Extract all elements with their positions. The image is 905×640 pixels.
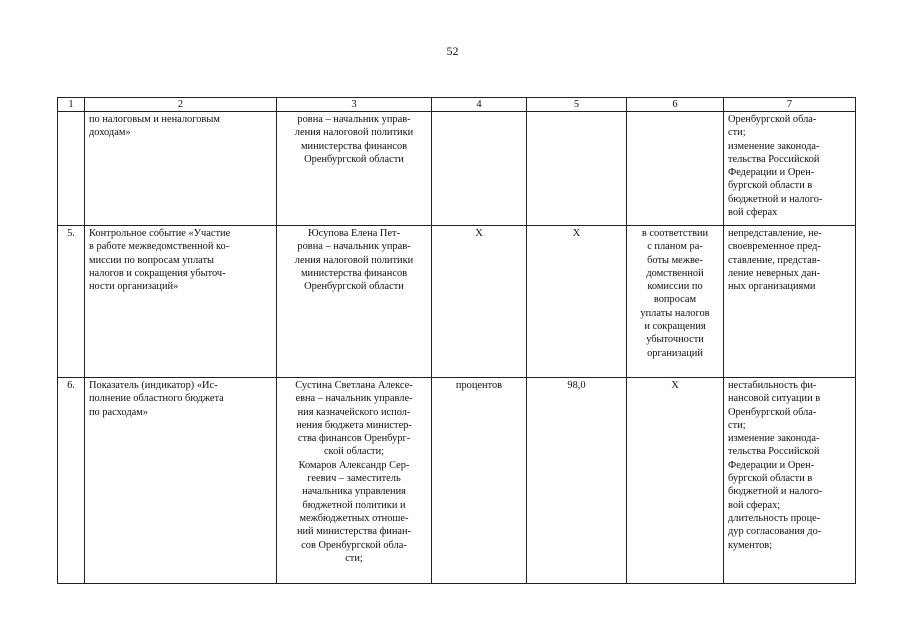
- cell-line: организаций: [647, 347, 703, 359]
- cell-line: длительность проце-: [728, 512, 821, 524]
- cell-line: ния казначейского испол-: [297, 406, 411, 418]
- responsible-cell: [277, 378, 432, 584]
- cell-line: Оренбургской обла-: [728, 114, 817, 125]
- cell-line: бургской области в: [728, 180, 813, 192]
- cell-line: в работе межведомственной ко-: [89, 241, 230, 253]
- cell-line: тельства Российской: [728, 446, 820, 458]
- column-header: 6: [627, 98, 724, 112]
- value-cell: 98,0: [527, 378, 627, 584]
- cell-line: доходам»: [89, 127, 131, 139]
- cell-line: своевременное пред-: [728, 241, 821, 253]
- page-number: 52: [446, 44, 459, 58]
- cell-line: Комаров Александр Сер-: [298, 459, 410, 471]
- cell-line: Оренбургской области: [304, 281, 404, 293]
- column-header: 4: [432, 98, 527, 112]
- cell-line: ний министерства финан-: [296, 526, 412, 538]
- document-table: [57, 97, 856, 584]
- responsible-cell: [277, 112, 432, 226]
- cell-line: боты межве-: [647, 254, 703, 266]
- cell-line: ской области;: [323, 446, 385, 458]
- cell-line: по налоговым и неналоговым: [89, 114, 220, 125]
- cell-line: Контрольное событие «Участие: [89, 228, 231, 239]
- cell-line: начальника управления: [302, 486, 406, 498]
- name-cell: [85, 378, 277, 584]
- cell-line: евна – начальник управле-: [295, 393, 413, 405]
- cell-line: кументов;: [728, 539, 773, 551]
- cell-line: сов Оренбургской обла-: [301, 539, 407, 551]
- cell-line: дур согласования до-: [728, 526, 822, 538]
- cell-line: Федерации и Орен-: [728, 459, 815, 471]
- cell-line: в соответствии: [641, 228, 709, 239]
- cell-line: налогов и сокращения убыточ-: [89, 267, 226, 279]
- cell-line: Оренбургской обла-: [728, 406, 817, 418]
- row-number-cell: 6.: [58, 378, 85, 584]
- unit-cell: Х: [432, 226, 527, 378]
- table-row: [58, 378, 856, 584]
- unit-cell: [432, 112, 527, 226]
- cell-line: Сустина Светлана Алексе-: [295, 380, 413, 391]
- cell-line: по расходам»: [89, 406, 148, 418]
- cell-line: с планом ра-: [647, 241, 703, 253]
- cell-line: ства финансов Оренбург-: [297, 433, 411, 445]
- cell-line: сти;: [728, 419, 746, 431]
- column-header: 2: [85, 98, 277, 112]
- cell-line: нестабильность фи-: [728, 380, 817, 391]
- column-header: 1: [58, 98, 85, 112]
- cell-line: бюджетной политики и: [302, 499, 406, 511]
- risk-cell: [724, 112, 856, 226]
- cell-line: домственной: [646, 267, 704, 279]
- cell-line: министерства финансов: [300, 267, 408, 279]
- cell-line: бюджетной и налого-: [728, 193, 823, 205]
- cell-line: Оренбургской области: [304, 153, 404, 165]
- column-header: 3: [277, 98, 432, 112]
- name-cell: [85, 112, 277, 226]
- column-header: 5: [527, 98, 627, 112]
- deadline-cell: [627, 226, 724, 378]
- responsible-cell: [277, 226, 432, 378]
- cell-line: ности организаций»: [89, 281, 179, 293]
- cell-line: тельства Российской: [728, 153, 820, 165]
- cell-line: геевич – заместитель: [307, 473, 401, 485]
- cell-line: вопросам: [653, 294, 697, 306]
- cell-line: ления налоговой политики: [294, 254, 414, 266]
- cell-line: нения бюджета министер-: [296, 419, 412, 431]
- cell-line: вой сферах;: [728, 499, 781, 511]
- table-row: [58, 112, 856, 226]
- deadline-cell: [627, 378, 724, 584]
- cell-line: Юсупова Елена Пет-: [307, 228, 401, 239]
- cell-line: ровна – начальник управ-: [297, 241, 411, 253]
- cell-line: комиссии по: [647, 281, 703, 293]
- unit-cell: процентов: [432, 378, 527, 584]
- cell-line: ных организациями: [728, 281, 816, 293]
- cell-line: ление неверных дан-: [728, 267, 821, 279]
- cell-line: уплаты налогов: [640, 307, 710, 319]
- table-header-row: [58, 98, 856, 112]
- row-number-cell: 5.: [58, 226, 85, 378]
- cell-line: убыточности: [646, 334, 704, 346]
- table-row: [58, 226, 856, 378]
- cell-line: Федерации и Орен-: [728, 167, 815, 179]
- cell-line: бюджетной и налого-: [728, 486, 823, 498]
- cell-line: Х: [671, 380, 679, 391]
- cell-line: изменение законода-: [728, 433, 820, 445]
- cell-line: миссии по вопросам уплаты: [89, 254, 215, 266]
- cell-line: нансовой ситуации в: [728, 393, 821, 405]
- risk-cell: [724, 378, 856, 584]
- cell-line: сти;: [728, 127, 746, 139]
- row-number-cell: [58, 112, 85, 226]
- cell-line: бургской области в: [728, 473, 813, 485]
- value-cell: [527, 112, 627, 226]
- cell-line: ления налоговой политики: [294, 127, 414, 139]
- cell-line: сти;: [345, 552, 363, 564]
- risk-cell: [724, 226, 856, 378]
- cell-line: непредставление, не-: [728, 228, 822, 239]
- cell-line: и сокращения: [644, 321, 706, 333]
- column-header: 7: [724, 98, 856, 112]
- cell-line: Показатель (индикатор) «Ис-: [89, 380, 218, 391]
- cell-line: ровна – начальник управ-: [297, 114, 411, 125]
- cell-line: ставление, представ-: [728, 254, 821, 266]
- deadline-cell: [627, 112, 724, 226]
- value-cell: Х: [527, 226, 627, 378]
- cell-line: министерства финансов: [300, 140, 408, 152]
- cell-line: изменение законода-: [728, 140, 820, 152]
- name-cell: [85, 226, 277, 378]
- cell-line: полнение областного бюджета: [89, 393, 224, 405]
- cell-line: межбюджетных отноше-: [299, 512, 409, 524]
- cell-line: вой сферах: [728, 207, 778, 219]
